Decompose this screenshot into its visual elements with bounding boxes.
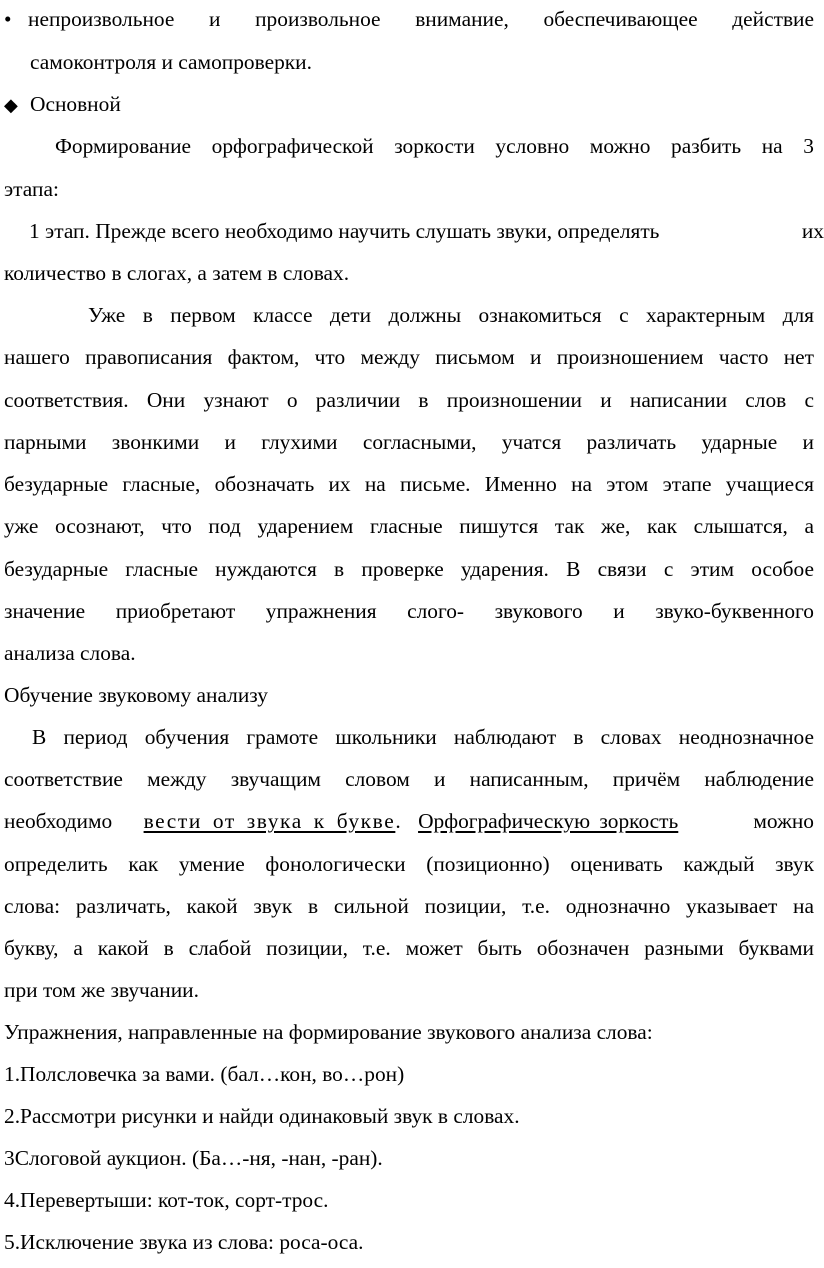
stage1-line-2: количество в слогах, а затем в словах. bbox=[4, 261, 350, 285]
exercise-item: 3Слоговой аукцион. (Ба…-ня, -нан, -ран). bbox=[4, 1146, 383, 1170]
intro-line-1: Формирование орфографической зоркости условно можно разбить на 3 bbox=[55, 134, 814, 158]
para2-line-7: при том же звучании. bbox=[4, 978, 199, 1002]
para1-line-7: безударные гласные нуждаются в проверке ударения. В связи с этим особое bbox=[4, 557, 814, 581]
main-heading bbox=[4, 89, 814, 120]
bullet-item-line-2: самоконтроля и самопроверки. bbox=[30, 50, 312, 74]
para2-line-4: определить как умение фонологически (позиционно) оценивать каждый звук bbox=[4, 852, 814, 876]
exercise-item: 5.Исключение звука из слова: роса-оса. bbox=[4, 1230, 364, 1254]
main-heading-text: Основной bbox=[30, 92, 121, 116]
exercises-title: Упражнения, направленные на формирование звукового анализа слова: bbox=[4, 1020, 653, 1044]
para1-line-6: уже осознают, что под ударением гласные пишутся так же, как слышатся, а bbox=[4, 514, 814, 538]
subheading: Обучение звуковому анализу bbox=[4, 683, 268, 707]
intro-line-2: этапа: bbox=[4, 177, 59, 201]
para1-line-1: Уже в первом классе дети должны ознакомиться с характерным для bbox=[88, 303, 814, 327]
para2-line-3 bbox=[4, 806, 814, 836]
exercise-item: 1.Полсловечка за вами. (бал…кон, во…рон) bbox=[4, 1062, 405, 1086]
bullet-dot-icon: • bbox=[4, 7, 12, 31]
stage1-line-1 bbox=[29, 216, 824, 246]
para2-line-2: соответствие между звучащим словом и написанным, причём наблюдение bbox=[4, 767, 814, 791]
para2-line-6: букву, а какой в слабой позиции, т.е. может быть обозначен разными буквами bbox=[4, 936, 814, 960]
para2-line-5: слова: различать, какой звук в сильной позиции, т.е. однозначно указывает на bbox=[4, 894, 814, 918]
stage1-text-end: их bbox=[801, 219, 824, 243]
para1-line-2: нашего правописания фактом, что между письмом и произношением часто нет bbox=[4, 345, 814, 369]
para1-line-5: безударные гласные, обозначать их на письме. Именно на этом этапе учащиеся bbox=[4, 472, 814, 496]
exercise-item: 4.Перевертыши: кот-ток, сорт-трос. bbox=[4, 1188, 329, 1212]
para1-line-4: парными звонкими и глухими согласными, учатся различать ударные и bbox=[4, 430, 814, 454]
para1-line-3: соответствия. Они узнают о различии в произношении и написании слов с bbox=[4, 388, 814, 412]
underlined-phrase-1: вести от звука к букве bbox=[143, 809, 396, 833]
stage1-text: 1 этап. Прежде всего необходимо научить слушать звуки, определять bbox=[29, 219, 660, 243]
bullet-item-text: непроизвольное и произвольное внимание, обеспечивающее действие bbox=[28, 7, 814, 31]
para1-line-9: анализа слова. bbox=[4, 641, 136, 665]
para2-dot: . bbox=[395, 809, 401, 833]
bullet-item-line-1 bbox=[4, 4, 814, 34]
para2-text-a: необходимо bbox=[4, 809, 113, 833]
diamond-icon: ◆ bbox=[4, 95, 18, 115]
exercise-item: 2.Рассмотри рисунки и найди одинаковый звук в словах. bbox=[4, 1104, 520, 1128]
para1-line-8: значение приобретают упражнения слого- звукового и звуко-буквенного bbox=[4, 599, 814, 623]
para2-text-b: можно bbox=[753, 809, 814, 833]
para2-line-1: В период обучения грамоте школьники наблюдают в словах неоднозначное bbox=[32, 725, 814, 749]
underlined-phrase-2: Орфографическую зоркость bbox=[418, 809, 679, 833]
